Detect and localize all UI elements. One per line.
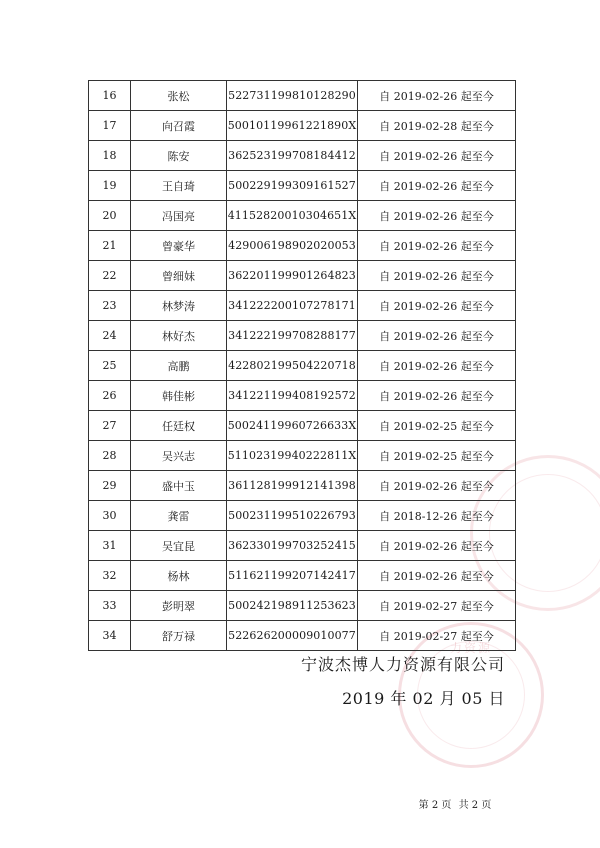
- employee-name: 龚雷: [131, 501, 227, 531]
- table-row: [89, 621, 516, 651]
- row-number: 20: [89, 201, 131, 231]
- id-number: 50024119960726633X: [227, 411, 358, 441]
- employment-period: 自 2019-02-26 起至今: [358, 531, 516, 561]
- id-number: 500229199309161527: [227, 171, 358, 201]
- id-number: 51102319940222811X: [227, 441, 358, 471]
- table-row: [89, 351, 516, 381]
- employee-name: 冯国亮: [131, 201, 227, 231]
- row-number: 18: [89, 141, 131, 171]
- employment-period: 自 2019-02-26 起至今: [358, 561, 516, 591]
- row-number: 33: [89, 591, 131, 621]
- id-number: 429006198902020053: [227, 231, 358, 261]
- company-name: 宁波杰博人力资源有限公司: [300, 655, 505, 674]
- employee-name: 吴宜昆: [131, 531, 227, 561]
- id-number: 341222199708288177: [227, 321, 358, 351]
- employment-period: 自 2019-02-26 起至今: [358, 201, 516, 231]
- employment-period: 自 2019-02-26 起至今: [358, 471, 516, 501]
- employment-period: 自 2019-02-26 起至今: [358, 141, 516, 171]
- row-number: 25: [89, 351, 131, 381]
- employee-name: 盛中玉: [131, 471, 227, 501]
- employment-period: 自 2019-02-26 起至今: [358, 171, 516, 201]
- employee-name: 林梦涛: [131, 291, 227, 321]
- id-number: 362330199703252415: [227, 531, 358, 561]
- table-row: [89, 381, 516, 411]
- table-row: [89, 561, 516, 591]
- table-row: [89, 501, 516, 531]
- table-row: [89, 111, 516, 141]
- employment-period: 自 2019-02-25 起至今: [358, 411, 516, 441]
- employment-period: 自 2019-02-26 起至今: [358, 351, 516, 381]
- table-row: [89, 171, 516, 201]
- row-number: 30: [89, 501, 131, 531]
- table-row: [89, 261, 516, 291]
- row-number: 24: [89, 321, 131, 351]
- row-number: 23: [89, 291, 131, 321]
- table-row: [89, 201, 516, 231]
- employee-table-body: [89, 81, 516, 651]
- row-number: 29: [89, 471, 131, 501]
- row-number: 26: [89, 381, 131, 411]
- table-row: [89, 471, 516, 501]
- employee-name: 韩佳彬: [131, 381, 227, 411]
- id-number: 341222200107278171: [227, 291, 358, 321]
- employment-period: 自 2019-02-27 起至今: [358, 621, 516, 651]
- row-number: 22: [89, 261, 131, 291]
- id-number: 341221199408192572: [227, 381, 358, 411]
- employment-period: 自 2019-02-27 起至今: [358, 591, 516, 621]
- employment-period: 自 2018-12-26 起至今: [358, 501, 516, 531]
- employee-name: 吴兴志: [131, 441, 227, 471]
- employee-name: 张松: [131, 81, 227, 111]
- id-number: 362523199708184412: [227, 141, 358, 171]
- employee-table: [88, 80, 516, 651]
- row-number: 17: [89, 111, 131, 141]
- employee-name: 高鹏: [131, 351, 227, 381]
- table-row: [89, 531, 516, 561]
- id-number: 422802199504220718: [227, 351, 358, 381]
- table-row: [89, 411, 516, 441]
- seal-stamp-text: 力资源: [449, 641, 492, 655]
- employment-period: 自 2019-02-26 起至今: [358, 381, 516, 411]
- employment-period: 自 2019-02-26 起至今: [358, 81, 516, 111]
- row-number: 19: [89, 171, 131, 201]
- employment-period: 自 2019-02-26 起至今: [358, 291, 516, 321]
- table-row: [89, 231, 516, 261]
- employment-period: 自 2019-02-28 起至今: [358, 111, 516, 141]
- id-number: 522731199810128290: [227, 81, 358, 111]
- id-number: 361128199912141398: [227, 471, 358, 501]
- employee-name: 王自琦: [131, 171, 227, 201]
- employee-name: 曾豪华: [131, 231, 227, 261]
- employment-period: 自 2019-02-26 起至今: [358, 321, 516, 351]
- employee-name: 任廷权: [131, 411, 227, 441]
- signature-date: 2019 年 02 月 05 日: [342, 689, 505, 708]
- table-row: [89, 81, 516, 111]
- id-number: 500242198911253623: [227, 591, 358, 621]
- row-number: 31: [89, 531, 131, 561]
- employee-name: 曾细妹: [131, 261, 227, 291]
- table-row: [89, 291, 516, 321]
- row-number: 21: [89, 231, 131, 261]
- employee-name: 向召霞: [131, 111, 227, 141]
- row-number: 27: [89, 411, 131, 441]
- employee-name: 林好杰: [131, 321, 227, 351]
- table-row: [89, 441, 516, 471]
- id-number: 522626200009010077: [227, 621, 358, 651]
- table-row: [89, 591, 516, 621]
- employment-period: 自 2019-02-26 起至今: [358, 231, 516, 261]
- id-number: 362201199901264823: [227, 261, 358, 291]
- employee-name: 彭明翠: [131, 591, 227, 621]
- id-number: 511621199207142417: [227, 561, 358, 591]
- employment-period: 自 2019-02-25 起至今: [358, 441, 516, 471]
- id-number: 500231199510226793: [227, 501, 358, 531]
- employee-name: 杨林: [131, 561, 227, 591]
- row-number: 32: [89, 561, 131, 591]
- id-number: 50010119961221890X: [227, 111, 358, 141]
- id-number: 41152820010304651X: [227, 201, 358, 231]
- page-number: 第 2 页: [418, 800, 452, 811]
- table-row: [89, 141, 516, 171]
- table-row: [89, 321, 516, 351]
- row-number: 34: [89, 621, 131, 651]
- row-number: 28: [89, 441, 131, 471]
- page-total: 共 2 页: [458, 800, 492, 811]
- employee-name: 舒万禄: [131, 621, 227, 651]
- employee-name: 陈安: [131, 141, 227, 171]
- employment-period: 自 2019-02-26 起至今: [358, 261, 516, 291]
- row-number: 16: [89, 81, 131, 111]
- page-footer: [0, 796, 600, 811]
